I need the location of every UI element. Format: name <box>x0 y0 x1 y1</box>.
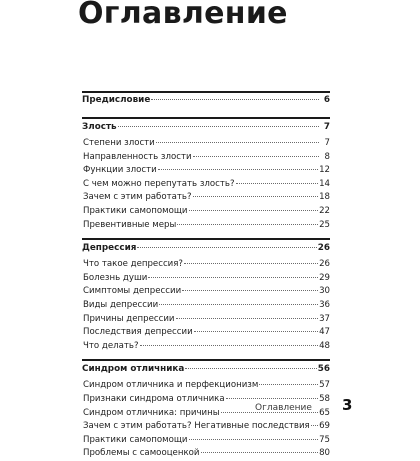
toc-entry-title: Степени злости <box>83 138 155 148</box>
toc-entry-page: 29 <box>319 272 330 283</box>
dot-leader <box>189 209 319 211</box>
dot-leader <box>259 383 318 385</box>
toc-section-page: 6 <box>323 95 330 105</box>
toc-entry[interactable] <box>82 219 330 233</box>
dot-leader <box>140 344 319 346</box>
toc-entry-title: Зачем с этим работать? Негативные последствия <box>83 421 310 432</box>
toc-entry[interactable] <box>82 313 330 327</box>
toc-section-title: Злость <box>82 122 117 132</box>
toc-entry-title: Превентивные меры <box>83 219 177 230</box>
toc-entry-title: Что делать? <box>83 340 139 351</box>
toc-entry-page: 69 <box>319 421 330 432</box>
toc-section-title: Синдром отличника <box>82 364 185 375</box>
toc-entry[interactable] <box>82 447 330 461</box>
toc-entry-title: Виды депрессии <box>83 299 159 310</box>
toc-entry[interactable] <box>82 326 330 340</box>
toc-entry-title: Направленность злости <box>83 151 192 162</box>
toc-entry[interactable] <box>82 434 330 448</box>
dot-leader <box>177 223 318 225</box>
toc-entry-page: 48 <box>319 340 330 351</box>
toc-entry[interactable] <box>82 164 330 178</box>
toc-section <box>82 117 330 232</box>
toc-section <box>82 238 330 353</box>
toc-entry-title: Синдром отличника: причины <box>83 407 220 418</box>
toc-entry-page: 22 <box>319 205 330 216</box>
toc-entry-page: 57 <box>319 380 330 391</box>
toc-entry[interactable] <box>82 299 330 313</box>
toc-entry[interactable] <box>82 178 330 192</box>
dot-leader <box>185 367 316 369</box>
toc-section-page: 26 <box>317 243 330 254</box>
toc-section-heading[interactable] <box>82 361 330 377</box>
toc-entry-title: Практики самопомощи <box>83 434 188 445</box>
toc-entry[interactable] <box>82 272 330 286</box>
dot-leader <box>148 276 318 278</box>
toc-section <box>82 91 330 107</box>
dot-leader <box>137 246 316 248</box>
toc-section-title: Предисловие <box>82 95 151 105</box>
toc-entry-page: 18 <box>319 192 330 203</box>
toc-entry-title: С чем можно перепутать злость? <box>83 178 235 189</box>
toc-entry[interactable] <box>82 258 330 272</box>
dot-leader <box>226 397 318 399</box>
toc-entry-page: 80 <box>319 448 330 459</box>
dot-leader <box>236 182 319 184</box>
toc-entry-title: Практики самопомощи <box>83 205 188 216</box>
toc-entry[interactable] <box>82 191 330 205</box>
dot-leader <box>159 303 318 305</box>
toc-entry-page: 7 <box>324 138 330 148</box>
toc-entry[interactable] <box>82 205 330 219</box>
toc-entry-title: Причины депрессии <box>83 313 175 324</box>
dot-leader <box>193 155 319 157</box>
dot-leader <box>193 195 319 197</box>
dot-leader <box>156 141 319 143</box>
dot-leader <box>158 168 318 170</box>
toc-entry-title: Симптомы депрессии <box>83 286 182 297</box>
toc-entry-page: 58 <box>319 393 330 404</box>
toc-entry-page: 14 <box>319 178 330 189</box>
toc-section-heading[interactable] <box>82 93 330 107</box>
toc-entry[interactable] <box>82 379 330 393</box>
toc-entry-page: 47 <box>319 327 330 338</box>
toc-entry-title: Признаки синдрома отличника <box>83 393 225 404</box>
dot-leader <box>182 289 318 291</box>
toc-entry-page: 65 <box>319 407 330 418</box>
toc-entry-title: Проблемы с самооценкой <box>83 448 200 459</box>
toc-section-page: 56 <box>317 364 330 375</box>
toc-entry[interactable] <box>82 137 330 151</box>
dot-leader <box>176 317 319 319</box>
dot-leader <box>189 438 319 440</box>
toc-entry-title: Зачем с этим работать? <box>83 192 192 203</box>
toc-entry[interactable] <box>82 420 330 434</box>
toc-entry[interactable] <box>82 285 330 299</box>
dot-leader <box>118 125 319 127</box>
dot-leader <box>151 98 319 100</box>
toc-entry-title: Что такое депрессия? <box>83 259 183 270</box>
toc-entry-page: 25 <box>319 219 330 230</box>
dot-leader <box>184 262 318 264</box>
toc-entry[interactable] <box>82 151 330 165</box>
toc-entry-page: 8 <box>324 151 330 162</box>
toc-entry-page: 37 <box>319 313 330 324</box>
toc-section-heading[interactable] <box>82 119 330 135</box>
toc-section-page: 7 <box>323 122 330 132</box>
toc-entry-page: 30 <box>319 286 330 297</box>
dot-leader <box>311 424 318 426</box>
toc-entry-page: 36 <box>319 299 330 310</box>
toc-section-heading[interactable] <box>82 240 330 256</box>
toc-section-title: Депрессия <box>82 243 137 254</box>
dot-leader <box>201 451 319 453</box>
toc-entry-title: Синдром отличника и перфекционизм <box>83 380 259 391</box>
toc-entry-title: Функции злости <box>83 165 157 176</box>
toc-entry[interactable] <box>82 340 330 354</box>
toc-entry-page: 12 <box>319 165 330 176</box>
dot-leader <box>194 330 318 332</box>
page-number: 3 <box>342 396 353 414</box>
toc-entry-page: 26 <box>319 259 330 270</box>
toc-entry-page: 75 <box>319 434 330 445</box>
toc-entry-title: Болезнь души <box>83 272 148 283</box>
toc-entry-title: Последствия депрессии <box>83 327 193 338</box>
page-title: Оглавление <box>78 0 288 31</box>
running-footer-label: Оглавление <box>255 403 312 413</box>
